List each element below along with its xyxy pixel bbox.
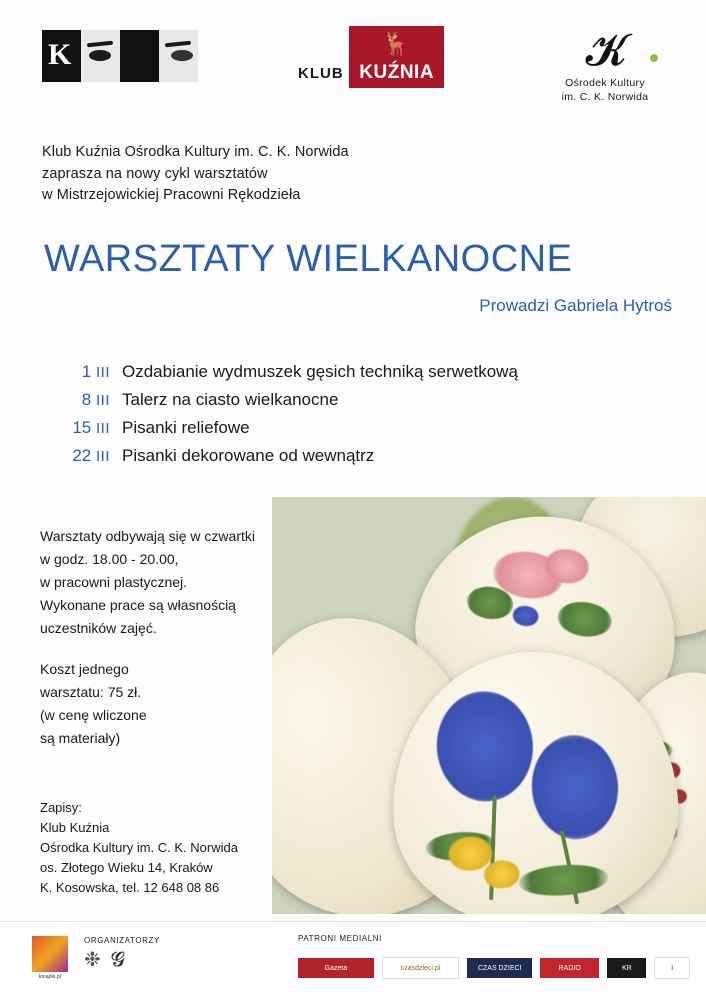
schedule-date xyxy=(54,362,122,382)
schedule-date xyxy=(54,446,122,466)
price-line-2: warsztatu: 75 zł. xyxy=(40,684,142,700)
details-line-2: w godz. 18.00 - 20.00, xyxy=(40,551,179,567)
details-line-3: w pracowni plastycznej. xyxy=(40,574,188,590)
patrons-label: PATRONI MEDIALNI xyxy=(298,934,382,943)
schedule-date xyxy=(54,418,122,438)
intro-line-1: Klub Kuźnia Ośrodka Kultury im. C. K. Norwida xyxy=(42,144,349,160)
eye-icon xyxy=(89,50,111,61)
schedule-list xyxy=(54,362,674,474)
faces-logo xyxy=(42,30,198,82)
schedule-description: Talerz na ciasto wielkanocne xyxy=(122,390,339,409)
footer-bar xyxy=(0,921,706,1000)
schedule-month: III xyxy=(95,364,110,381)
eye-icon-2 xyxy=(171,50,193,61)
organizers-block xyxy=(84,936,160,971)
blue-flower-decoration xyxy=(511,604,540,627)
patron-logo-6: i xyxy=(654,957,690,979)
patron-logo-1: Gazeta xyxy=(298,958,374,978)
osrodek-kultury-logo xyxy=(530,28,680,124)
okn-footer-logo: 𝓖 xyxy=(110,949,125,971)
green-dot-icon xyxy=(650,54,658,62)
organizer-logos xyxy=(84,949,160,971)
price-line-4: są materiały) xyxy=(40,730,121,746)
schedule-month: III xyxy=(95,392,110,409)
schedule-description: Ozdabianie wydmuszek gęsich techniką serwetkową xyxy=(122,362,518,381)
schedule-day: 1 xyxy=(81,362,92,381)
faces-logo-cell-4 xyxy=(159,30,198,82)
okn-signature-glyph: 𝓚 xyxy=(585,26,625,75)
faces-logo-cell-1 xyxy=(42,30,81,82)
intro-line-3: w Mistrzejowickiej Pracowni Rękodzieła xyxy=(42,187,301,203)
schedule-day: 22 xyxy=(72,446,92,465)
intro-text xyxy=(42,142,642,207)
page-title: WARSZTATY WIELKANOCNE xyxy=(44,238,573,280)
organizers-label: ORGANIZATORZY xyxy=(84,936,160,945)
registration-line-4: os. Złotego Wieku 14, Kraków xyxy=(40,860,213,875)
patron-logo-3: CZAS DZIECI xyxy=(467,958,532,978)
faces-logo-letter: K xyxy=(48,38,72,71)
kuznia-footer-logo: ❉ xyxy=(84,949,101,971)
patron-logo-2: czasdzieci.pl xyxy=(382,957,460,979)
schedule-description: Pisanki reliefowe xyxy=(122,418,250,437)
faces-logo-letter-2 xyxy=(126,36,134,74)
ksiazki-caption: książki.pl xyxy=(38,974,62,980)
registration-line-3: Ośrodka Kultury im. C. K. Norwida xyxy=(40,840,238,855)
header-logos xyxy=(0,26,706,126)
price-block xyxy=(40,658,290,750)
patron-logo-4: RADIO xyxy=(540,958,599,978)
organizers-section xyxy=(32,936,160,980)
schedule-day: 8 xyxy=(81,390,92,409)
registration-line-1: Zapisy: xyxy=(40,800,82,815)
schedule-day: 15 xyxy=(72,418,92,437)
schedule-row xyxy=(54,390,674,418)
intro-line-2: zaprasza na nowy cykl warsztatów xyxy=(42,165,268,182)
price-line-1: Koszt jednego xyxy=(40,661,129,677)
daffodil-decoration xyxy=(483,859,521,889)
schedule-row xyxy=(54,418,674,446)
leaf-decoration xyxy=(556,599,614,640)
faces-logo-cell-3 xyxy=(120,30,159,82)
okn-line-2: im. C. K. Norwida xyxy=(561,91,649,103)
patron-logo-row xyxy=(298,957,690,979)
faces-logo-cell-2 xyxy=(81,30,120,82)
deer-icon: 🦌 xyxy=(381,31,410,56)
schedule-description: Pisanki dekorowane od wewnątrz xyxy=(122,446,375,465)
leaf-decoration xyxy=(517,862,609,898)
okn-line-1: Ośrodek Kultury xyxy=(565,77,645,89)
eyebrow-shape-2 xyxy=(165,41,191,48)
details-line-5: uczestników zajęć. xyxy=(40,620,157,636)
registration-line-5: K. Kosowska, tel. 12 648 08 86 xyxy=(40,880,220,895)
registration-block xyxy=(40,798,340,898)
klub-kuznia-logo xyxy=(298,26,444,88)
schedule-row xyxy=(54,362,674,390)
schedule-month: III xyxy=(95,420,110,437)
kuznia-red-box xyxy=(349,26,444,88)
patron-logo-5: KR xyxy=(607,958,646,978)
workshop-details-block xyxy=(40,525,340,640)
blue-flower-decoration xyxy=(433,688,536,804)
kuznia-label: KUŹNIA xyxy=(359,62,435,83)
klub-label: KLUB xyxy=(298,65,344,82)
schedule-month: III xyxy=(95,448,110,465)
ksiazki-logo-icon xyxy=(32,936,68,972)
blue-flower-decoration xyxy=(528,732,621,842)
details-line-1: Warsztaty odbywają się w czwartki xyxy=(40,528,255,544)
ksiazki-logo-wrapper xyxy=(32,936,68,980)
details-line-4: Wykonane prace są własnością xyxy=(40,597,236,613)
price-line-3: (w cenę wliczone xyxy=(40,707,147,723)
schedule-date xyxy=(54,390,122,410)
registration-line-2: Klub Kuźnia xyxy=(40,820,110,835)
patrons-section xyxy=(298,934,690,979)
eyebrow-shape xyxy=(87,41,113,48)
okn-signature-mark xyxy=(530,28,680,76)
schedule-row xyxy=(54,446,674,474)
page-subtitle: Prowadzi Gabriela Hytroś xyxy=(479,296,672,315)
